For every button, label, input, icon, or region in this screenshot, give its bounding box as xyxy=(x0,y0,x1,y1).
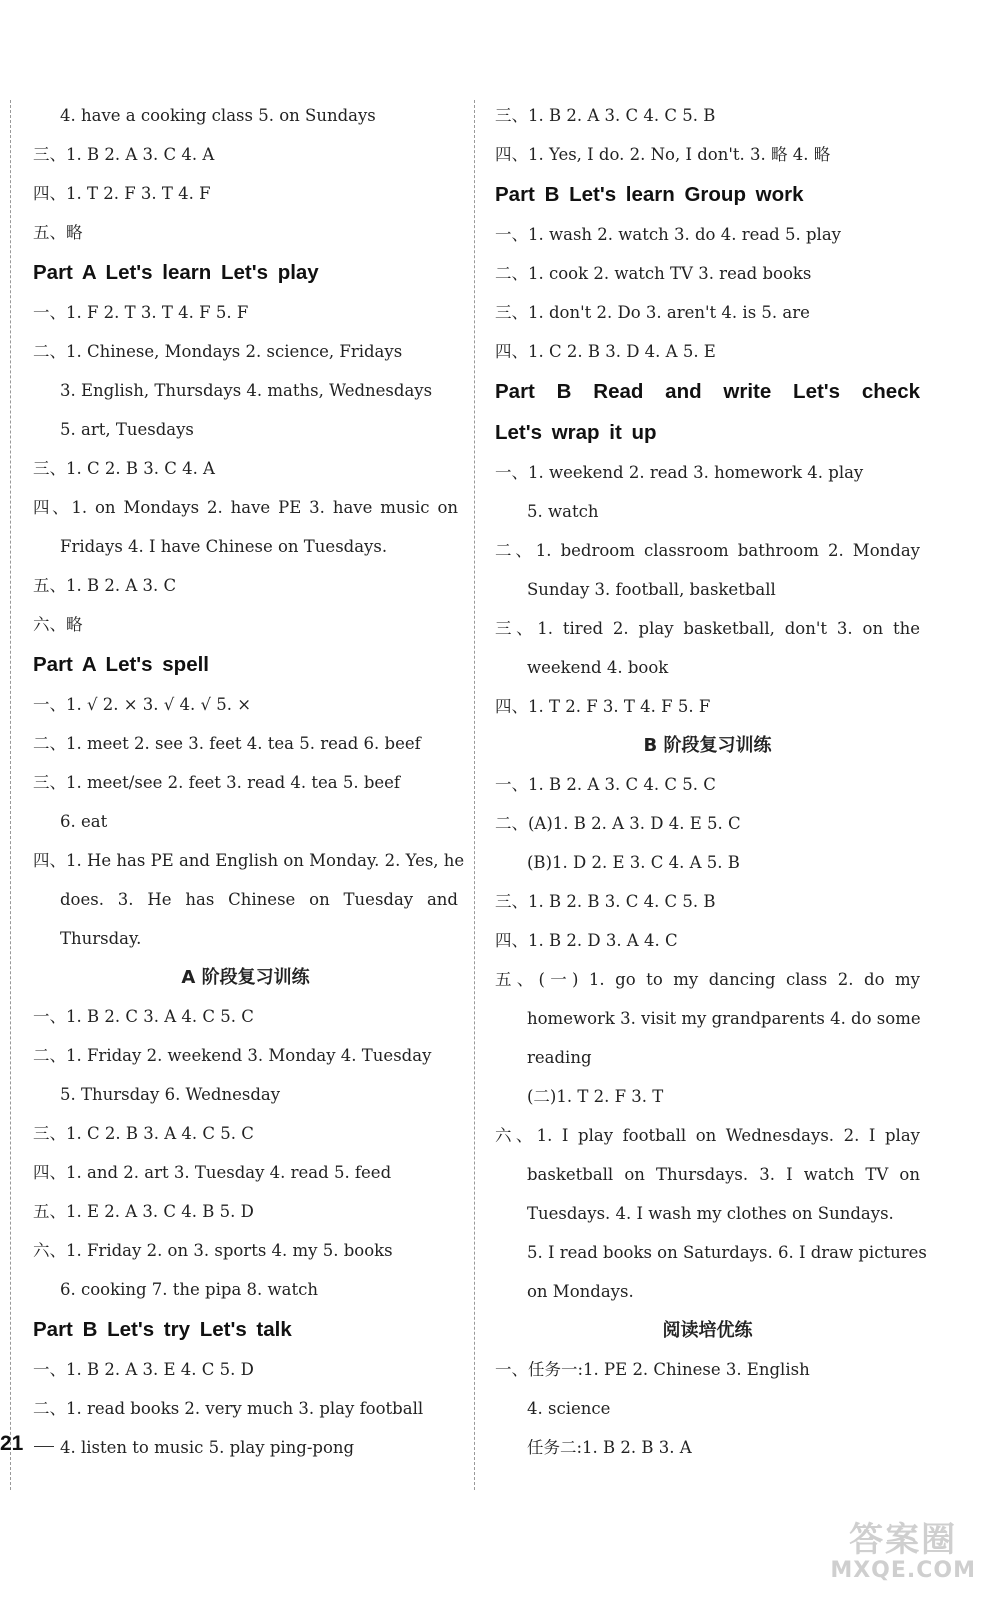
answer-line: 5. watch xyxy=(527,502,599,521)
answer-line: 三、1. meet/see 2. feet 3. read 4. tea 5. beef xyxy=(33,773,401,792)
answer-line: 4. have a cooking class 5. on Sundays xyxy=(60,106,376,125)
watermark-en: MXQE.COM xyxy=(830,1557,976,1583)
section-title: A 阶段复习训练 xyxy=(181,967,310,988)
answer-line: 二、1. Friday 2. weekend 3. Monday 4. Tuesday xyxy=(33,1046,432,1065)
answer-line: homework 3. visit my grandparents 4. do some xyxy=(527,1009,921,1028)
answer-line: 三、1. B 2. A 3. C 4. C 5. B xyxy=(495,106,716,125)
answer-line: (B)1. D 2. E 3. C 4. A 5. B xyxy=(527,853,740,872)
left-column xyxy=(33,96,465,1467)
answer-line: 三、1. tired 2. play basketball, don't 3. on the xyxy=(495,619,920,638)
answer-line: 任务二:1. B 2. B 3. A xyxy=(527,1438,692,1457)
answer-line: 四、1. B 2. D 3. A 4. C xyxy=(495,931,678,950)
answer-line: 一、1. B 2. A 3. E 4. C 5. D xyxy=(33,1360,254,1379)
watermark-logo xyxy=(830,1520,976,1583)
answer-line: 6. eat xyxy=(60,812,108,831)
answer-line: 三、1. B 2. B 3. C 4. C 5. B xyxy=(495,892,716,911)
watermark-cn: 答案圈 xyxy=(849,1520,958,1561)
answer-line: 3. English, Thursdays 4. maths, Wednesdays xyxy=(60,381,433,400)
answer-line: 六、1. Friday 2. on 3. sports 4. my 5. books xyxy=(33,1241,393,1260)
section-heading: Part A Let's spell xyxy=(33,653,209,676)
answer-line: 四、1. on Mondays 2. have PE 3. have music on xyxy=(33,498,458,517)
answer-line: weekend 4. book xyxy=(527,658,669,677)
answer-line: 一、1. F 2. T 3. T 4. F 5. F xyxy=(33,303,249,322)
section-heading: Part B Let's try Let's talk xyxy=(33,1318,292,1341)
answer-line: 三、1. C 2. B 3. C 4. A xyxy=(33,459,215,478)
answer-line: on Mondays. xyxy=(527,1282,634,1301)
section-heading: Let's wrap it up xyxy=(495,421,657,444)
answer-line: 五、1. E 2. A 3. C 4. B 5. D xyxy=(33,1202,254,1221)
column-divider xyxy=(474,100,475,1490)
page-number-rule xyxy=(34,1446,54,1447)
answer-line: 6. cooking 7. the pipa 8. watch xyxy=(60,1280,318,1299)
section-heading: Part B Let's learn Group work xyxy=(495,183,804,206)
answer-line: 二、1. read books 2. very much 3. play football xyxy=(33,1399,424,1418)
answer-line: 三、1. B 2. A 3. C 4. A xyxy=(33,145,215,164)
answer-line: 5. Thursday 6. Wednesday xyxy=(60,1085,281,1104)
answer-line: 四、1. Yes, I do. 2. No, I don't. 3. 略 4. 略 xyxy=(495,145,831,164)
answer-line: Thursday. xyxy=(60,929,142,948)
answer-line: 一、1. √ 2. × 3. √ 4. √ 5. × xyxy=(33,695,252,714)
section-heading: Part B Read and write Let's check xyxy=(495,380,920,403)
page-number: 21 xyxy=(0,1432,24,1455)
answer-line: 六、1. I play football on Wednesdays. 2. I play xyxy=(495,1126,920,1145)
answer-line: 4. science xyxy=(527,1399,611,1418)
answer-line: 一、1. wash 2. watch 3. do 4. read 5. play xyxy=(495,225,841,244)
answer-line: 一、1. weekend 2. read 3. homework 4. play xyxy=(495,463,864,482)
answer-line: 四、1. and 2. art 3. Tuesday 4. read 5. feed xyxy=(33,1163,392,1182)
answer-line: 一、1. B 2. C 3. A 4. C 5. C xyxy=(33,1007,254,1026)
right-column xyxy=(495,96,927,1467)
answer-line: (二)1. T 2. F 3. T xyxy=(527,1087,664,1106)
answer-line: 二、1. Chinese, Mondays 2. science, Fridays xyxy=(33,342,403,361)
answer-line: Sunday 3. football, basketball xyxy=(527,580,776,599)
answer-line: 二、1. cook 2. watch TV 3. read books xyxy=(495,264,812,283)
section-title: 阅读培优练 xyxy=(662,1320,753,1341)
answer-line: 一、任务一:1. PE 2. Chinese 3. English xyxy=(495,1360,810,1379)
answer-line: 二、1. meet 2. see 3. feet 4. tea 5. read 6. beef xyxy=(33,734,421,753)
answer-line: 三、1. C 2. B 3. A 4. C 5. C xyxy=(33,1124,254,1143)
answer-line: 五、略 xyxy=(33,223,83,242)
answer-line: 二、(A)1. B 2. A 3. D 4. E 5. C xyxy=(495,814,741,833)
section-heading: Part A Let's learn Let's play xyxy=(33,261,319,284)
answer-line: 4. listen to music 5. play ping-pong xyxy=(60,1438,355,1457)
answer-line: Tuesdays. 4. I wash my clothes on Sundays. xyxy=(527,1204,894,1223)
answer-line: 5. art, Tuesdays xyxy=(60,420,194,439)
section-title: B 阶段复习训练 xyxy=(643,735,772,756)
answer-line: 五、1. B 2. A 3. C xyxy=(33,576,177,595)
answer-line: reading xyxy=(527,1048,592,1067)
answer-line: 四、1. He has PE and English on Monday. 2. Yes, he xyxy=(33,851,465,870)
answer-line: 六、略 xyxy=(33,615,83,634)
answer-line: 一、1. B 2. A 3. C 4. C 5. C xyxy=(495,775,716,794)
left-margin-dashed-line xyxy=(10,100,11,1490)
answer-line: 四、1. C 2. B 3. D 4. A 5. E xyxy=(495,342,716,361)
answer-line: 5. I read books on Saturdays. 6. I draw pictures xyxy=(527,1243,927,1262)
answer-line: does. 3. He has Chinese on Tuesday and xyxy=(60,890,458,909)
answer-line: 四、1. T 2. F 3. T 4. F xyxy=(33,184,211,203)
answer-line: 二、1. bedroom classroom bathroom 2. Monday xyxy=(495,541,920,560)
answer-line: basketball on Thursdays. 3. I watch TV on xyxy=(527,1165,920,1184)
answer-line: 五、(一) 1. go to my dancing class 2. do my xyxy=(495,970,920,989)
answer-line: 四、1. T 2. F 3. T 4. F 5. F xyxy=(495,697,711,716)
answer-line: Fridays 4. I have Chinese on Tuesdays. xyxy=(60,537,388,556)
answer-line: 三、1. don't 2. Do 3. aren't 4. is 5. are xyxy=(495,303,810,322)
